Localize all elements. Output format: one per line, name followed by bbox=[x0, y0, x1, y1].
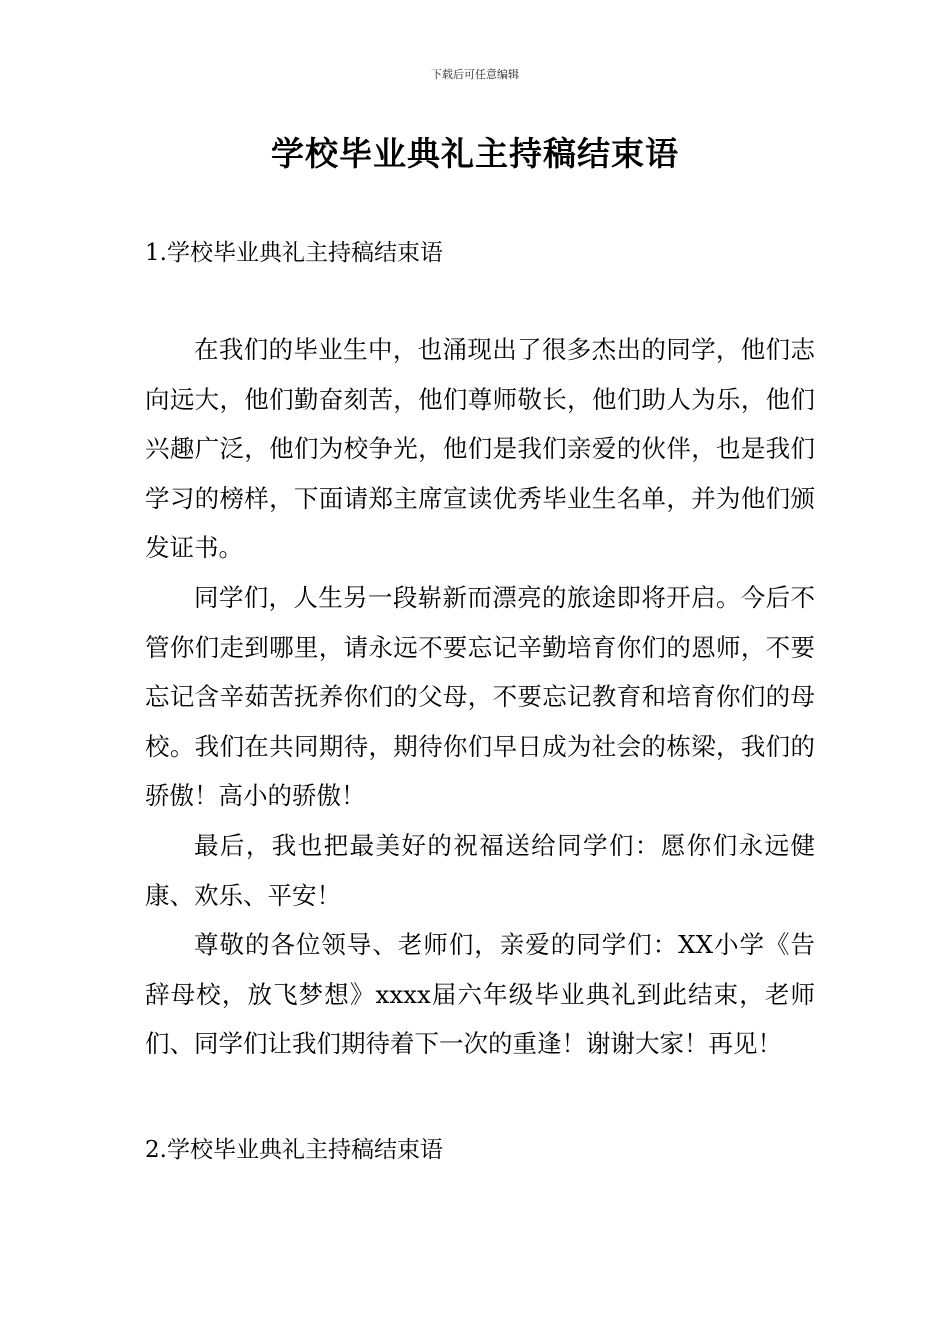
paragraph: 在我们的毕业生中，也涌现出了很多杰出的同学，他们志向远大，他们勤奋刻苦，他们尊师敬长，他们助人为乐，他们兴趣广泛，他们为校争光，他们是我们亲爱的伙伴，也是我们学习的榜样，下面请郑主席宣读优秀毕业生名单，并为他们颁发证书。 bbox=[145, 335, 815, 563]
paragraph: 同学们，人生另一段崭新而漂亮的旅途即将开启。今后不管你们走到哪里，请永远不要忘记辛勤培育你们的恩师，不要忘记含辛茹苦抚养你们的父母，不要忘记教育和培育你们的母校。我们在共同期待，期待你们早日成为社会的栋梁，我们的骄傲！高小的骄傲！ bbox=[145, 582, 815, 811]
document-title: 学校毕业典礼主持稿结束语 bbox=[271, 134, 679, 173]
section-body-1 bbox=[145, 325, 815, 1069]
section-heading-2: 2.学校毕业典礼主持稿结束语 bbox=[145, 1137, 443, 1163]
section-heading-1: 1.学校毕业典礼主持稿结束语 bbox=[145, 240, 443, 266]
paragraph: 尊敬的各位领导、老师们，亲爱的同学们：XX小学《告辞母校，放飞梦想》xxxx届六年级毕业典礼到此结束，老师们、同学们让我们期待着下一次的重逢！谢谢大家！再见！ bbox=[145, 930, 815, 1059]
header-note: 下载后可任意编辑 bbox=[431, 68, 519, 81]
paragraph: 最后，我也把最美好的祝福送给同学们：愿你们永远健康、欢乐、平安！ bbox=[145, 830, 815, 910]
